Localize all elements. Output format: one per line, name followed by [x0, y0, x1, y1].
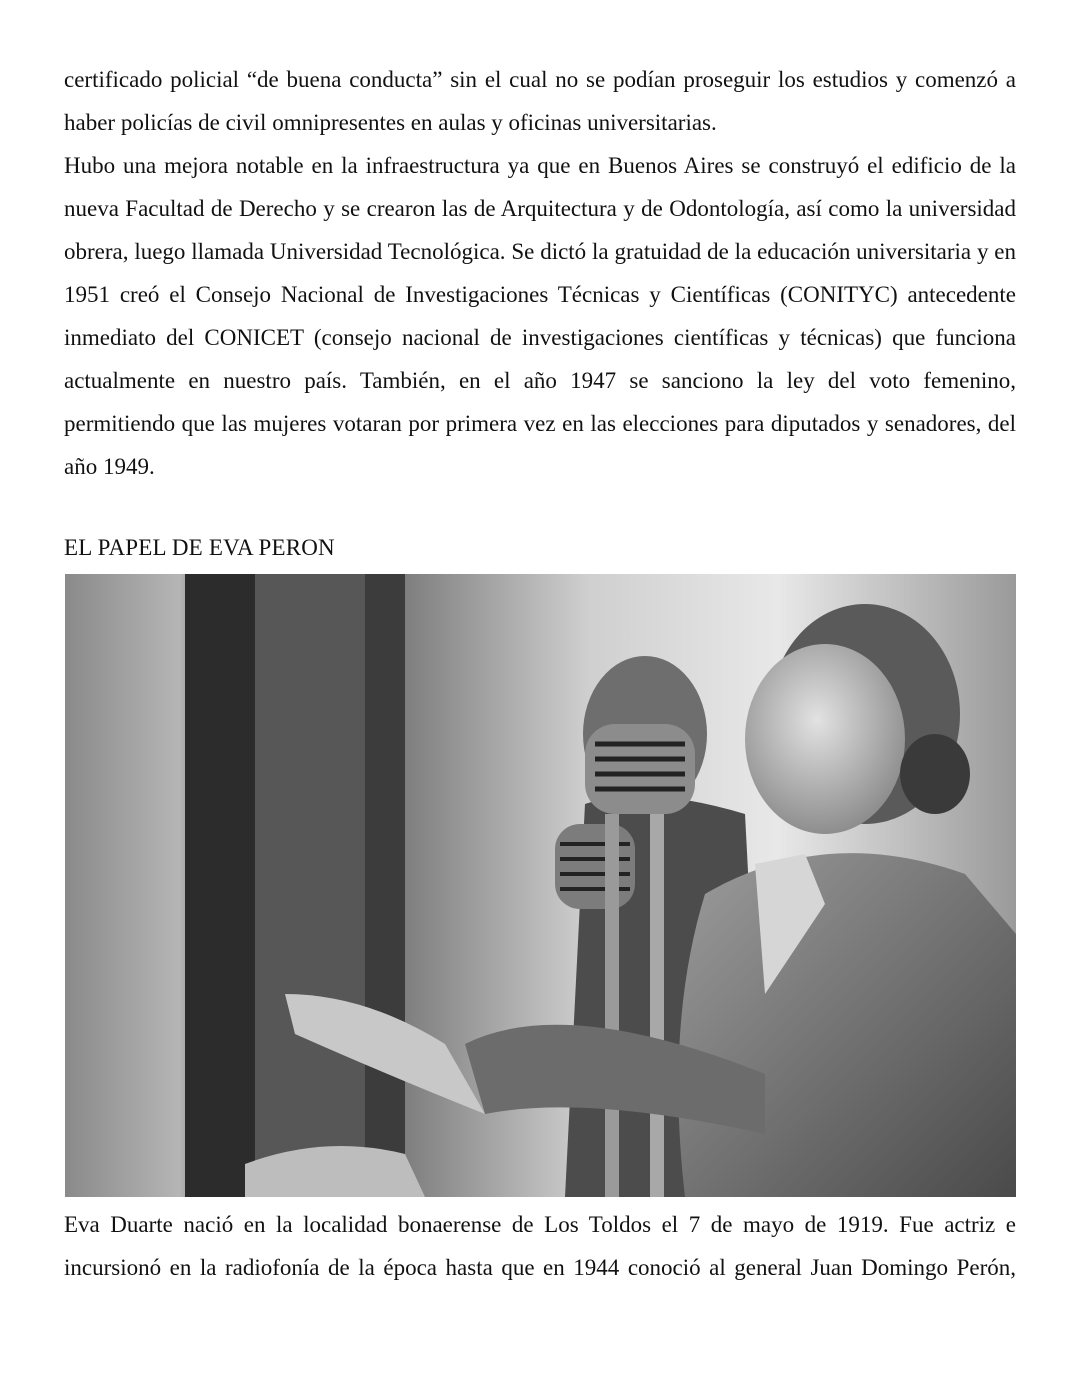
paragraph-university-infrastructure: Hubo una mejora notable en la infraestructura ya que en Buenos Aires se construyó el edificio de la nueva Facultad de Derecho y se crearon las de Arquitectura y de Odontología, así como la universidad obrera, luego llamada Universidad Tecnológica. Se dictó la gratuidad de la educación universitaria y en 1951 creó el Consejo Nacional de Investigaciones Técnicas y Científicas (CONITYC) antecedente inmediato del CONICET (consejo nacional de investigaciones científicas y técnicas) que funciona actualmente en nuestro país. También, en el año 1947 se sanciono la ley del voto femenino, permitiendo que las mujeres votaran por primera vez en las elecciones para diputados y senadores, del año 1949.	[64, 153, 1016, 479]
photo-icon	[65, 574, 1016, 1197]
paragraph-police-certificate: certificado policial “de buena conducta” sin el cual no se podían proseguir los estudios y comenzó a haber policías de civil omnipresentes en aulas y oficinas universitarias.	[64, 67, 1016, 135]
photo-caption-text: Eva Duarte nació en la localidad bonaerense de Los Toldos el 7 de mayo de 1919. Fue actriz e incursionó en la radiofonía de la época hasta que en 1944 conoció al general Juan Domingo Perón,	[64, 1212, 1016, 1280]
eva-peron-photo	[65, 574, 1016, 1197]
section-title: EL PAPEL DE EVA PERON	[64, 535, 335, 560]
document-body	[64, 58, 1016, 488]
